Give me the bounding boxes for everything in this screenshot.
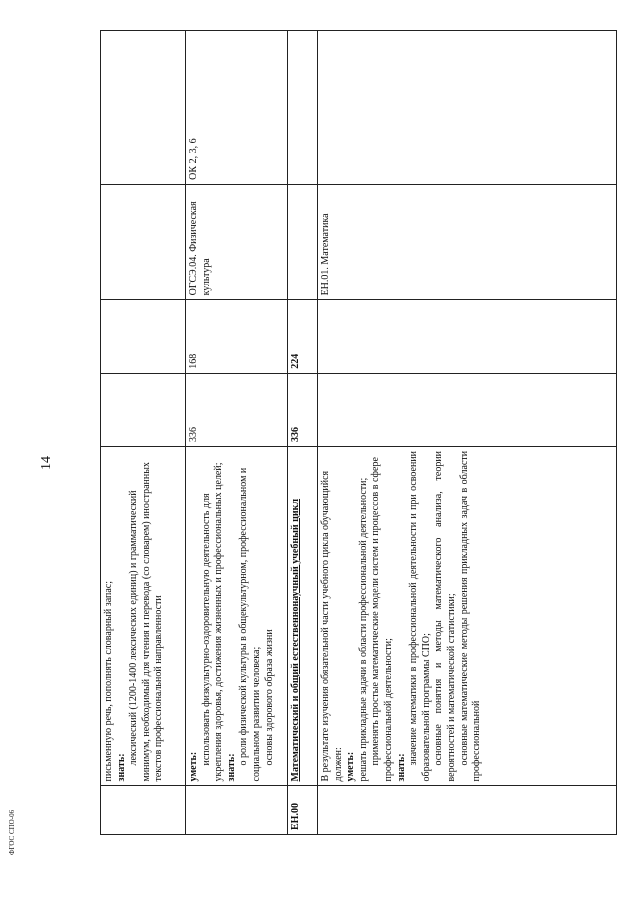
text-line: В результате изучения обязательной части учебного цикла обучающийся должен: (320, 470, 344, 782)
mandatory-hours-cell (101, 300, 186, 373)
mandatory-hours-cell (318, 300, 617, 373)
mandatory-hours-cell: 168 (186, 300, 288, 373)
description-cell (288, 446, 318, 786)
know-label: знать: (395, 753, 407, 782)
table-row (318, 31, 617, 835)
competences-cell (288, 31, 318, 185)
table-row (101, 31, 186, 835)
total-hours-cell (318, 373, 617, 446)
know-label: знать: (225, 753, 237, 782)
text-line: основы здорового образа жизни (263, 629, 275, 766)
discipline-cell (101, 184, 186, 300)
index-cell (101, 786, 186, 835)
competences-cell (318, 31, 617, 185)
mandatory-hours-cell: 224 (288, 300, 318, 373)
total-hours-cell: 336 (288, 373, 318, 446)
text-line: письменную речь, пополнять словарный запас; (103, 580, 114, 782)
text-line: основные понятия и методы математического анализа, теории вероятностей и математической статистики; (433, 450, 457, 782)
can-label: уметь: (188, 751, 199, 782)
competences-cell (101, 31, 186, 185)
can-label: уметь: (345, 751, 357, 782)
index-cell: ЕН.00 (288, 786, 318, 835)
discipline-cell: ОГСЭ.04. Физическая культура (186, 184, 288, 300)
index-cell (318, 786, 617, 835)
text-line: основные математические методы решения прикладных задач в области профессиональной (458, 450, 483, 782)
description-cell (318, 446, 617, 786)
text-line: о роли физической культуры в общекультурном, профессиональном и социальном развитии человека; (238, 467, 262, 782)
description-cell (101, 446, 186, 786)
section-title: Математический и общий естественнонаучный учебный цикл (290, 498, 301, 782)
table-row (186, 31, 288, 835)
discipline-cell (288, 184, 318, 300)
footer-label: ФГОС СПО-06 (8, 809, 16, 855)
know-label: знать: (115, 753, 127, 782)
index-cell (186, 786, 288, 835)
discipline-cell: ЕН.01. Математика (318, 184, 617, 300)
curriculum-table-rotated (100, 30, 617, 835)
description-cell (186, 446, 288, 786)
competences-cell: ОК 2, 3, 6 (186, 31, 288, 185)
text-line: решать прикладные задачи в области профессиональной деятельности; (357, 477, 369, 782)
page-number: 14 (39, 456, 54, 470)
text-line: лексический (1200-1400 лексических единиц) и грамматический минимум, необходимый для чтения и перевода (со словарем) иностранных текстов профессиональной направленности (128, 462, 165, 782)
curriculum-table (100, 30, 617, 835)
total-hours-cell (101, 373, 186, 446)
text-line: значение математики в профессиональной деятельности и при освоении образовательной программы СПО; (408, 450, 432, 782)
text-line: использовать физкультурно-оздоровительную деятельность для укрепления здоровья, достижения жизненных и профессиональных целей; (200, 462, 225, 782)
text-line: применять простые математические модели систем и процессов в сфере профессиональной деятельности; (370, 457, 394, 782)
table-row (288, 31, 318, 835)
total-hours-cell: 336 (186, 373, 288, 446)
